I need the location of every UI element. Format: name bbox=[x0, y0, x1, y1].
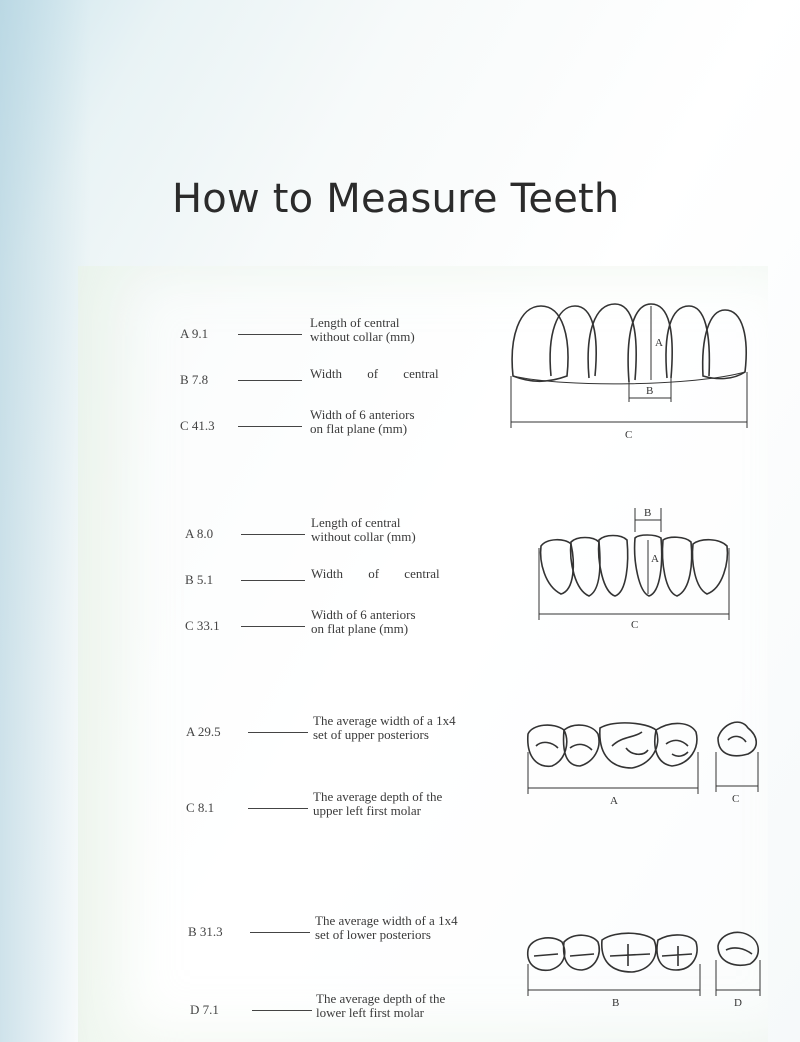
measurement-description: The average width of a 1x4 set of upper posteriors bbox=[313, 713, 456, 742]
tooth-outline bbox=[602, 933, 656, 972]
leader-line bbox=[241, 626, 305, 627]
measurement-code: B 31.3 bbox=[188, 924, 223, 939]
measurement-description: Width of central bbox=[311, 566, 440, 581]
dimension-label: C bbox=[631, 619, 639, 631]
measurement-description: The average depth of the upper left first molar bbox=[313, 789, 443, 818]
measurement-description: Width of 6 anteriors on flat plane (mm) bbox=[310, 407, 415, 436]
leader-line bbox=[248, 808, 308, 809]
leader-line bbox=[238, 334, 302, 335]
measurement-code: A 29.5 bbox=[186, 724, 221, 739]
leader-line bbox=[241, 534, 305, 535]
tooth-outline bbox=[628, 304, 672, 382]
leader-line bbox=[241, 580, 305, 581]
dimension-label: A bbox=[651, 553, 659, 565]
tooth-outline bbox=[657, 935, 697, 970]
tooth-outline bbox=[599, 536, 628, 597]
measurement-code: D 7.1 bbox=[190, 1002, 219, 1017]
tooth-outline bbox=[663, 537, 692, 596]
upper-posterior-teeth-diagram bbox=[522, 712, 772, 812]
dimension-label: B bbox=[646, 385, 654, 397]
measurement-code: C 8.1 bbox=[186, 800, 215, 815]
tooth-outline bbox=[528, 938, 565, 970]
measurement-code: B 5.1 bbox=[185, 572, 214, 587]
scan-background-edge bbox=[0, 0, 90, 1042]
dimension-label: D bbox=[734, 997, 742, 1009]
lower-anterior-teeth-diagram bbox=[535, 502, 735, 632]
tooth-outline bbox=[655, 723, 697, 766]
dimension-label: A bbox=[610, 795, 618, 807]
leader-line bbox=[250, 932, 310, 933]
measurement-code: B 7.8 bbox=[180, 372, 209, 387]
lower-posterior-teeth-diagram bbox=[522, 920, 772, 1020]
upper-anterior-teeth-diagram bbox=[505, 298, 755, 448]
measurement-description: Length of central without collar (mm) bbox=[311, 515, 416, 544]
tooth-outline bbox=[528, 725, 567, 766]
tooth-outline bbox=[693, 540, 728, 594]
measurement-description: Length of central without collar (mm) bbox=[310, 315, 415, 344]
dimension-label: C bbox=[732, 793, 740, 805]
tooth-outline bbox=[564, 725, 600, 766]
dimension-label: B bbox=[644, 507, 652, 519]
tooth-outline bbox=[564, 935, 600, 970]
tooth-outline bbox=[512, 306, 568, 381]
measurement-description: Width of central bbox=[310, 366, 439, 381]
leader-line bbox=[238, 380, 302, 381]
measurement-description: The average width of a 1x4 set of lower posteriors bbox=[315, 913, 458, 942]
measurement-code: A 8.0 bbox=[185, 526, 214, 541]
measurement-code: A 9.1 bbox=[180, 326, 209, 341]
dimension-label: A bbox=[655, 337, 663, 349]
measurement-description: Width of 6 anteriors on flat plane (mm) bbox=[311, 607, 416, 636]
tooth-outline bbox=[718, 722, 756, 756]
leader-line bbox=[248, 732, 308, 733]
tooth-outline bbox=[571, 538, 600, 597]
measurement-code: C 33.1 bbox=[185, 618, 220, 633]
tooth-outline bbox=[541, 540, 574, 594]
measurement-code: C 41.3 bbox=[180, 418, 215, 433]
leader-line bbox=[238, 426, 302, 427]
dimension-label: C bbox=[625, 429, 633, 441]
leader-line bbox=[252, 1010, 312, 1011]
page-title: How to Measure Teeth bbox=[172, 176, 620, 222]
dimension-label: B bbox=[612, 997, 620, 1009]
tooth-outline bbox=[600, 723, 658, 768]
measurement-description: The average depth of the lower left first molar bbox=[316, 991, 446, 1020]
